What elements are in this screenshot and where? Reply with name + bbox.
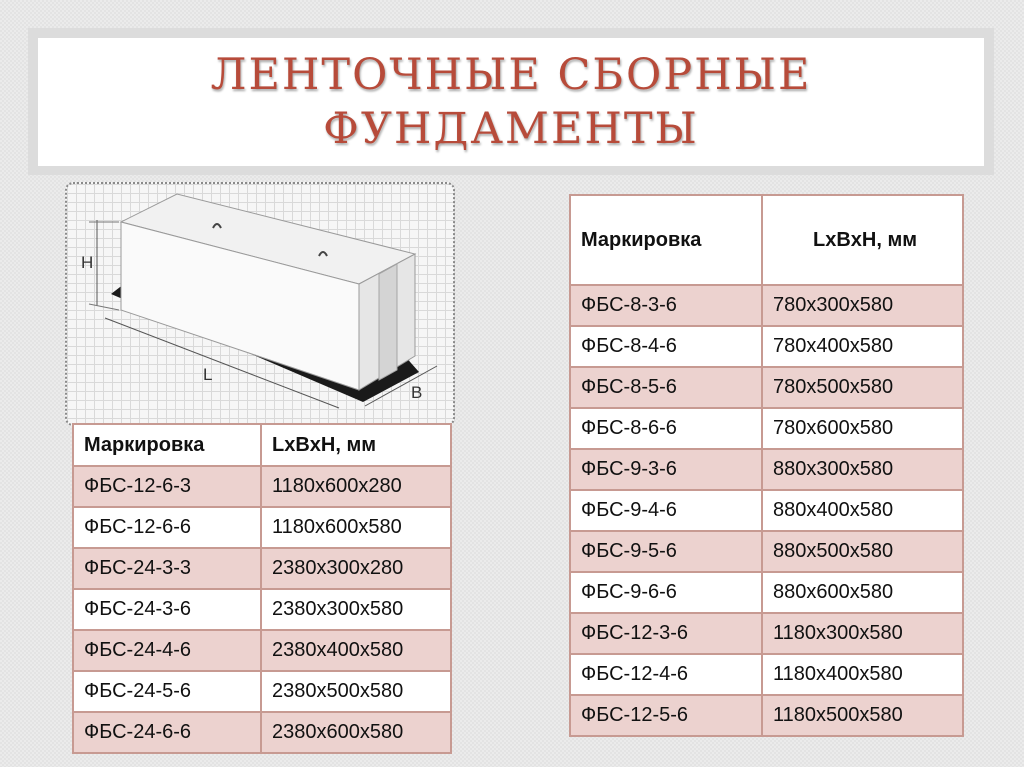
table-row <box>570 449 963 490</box>
table-row <box>570 613 963 654</box>
size-cell: 1180x400x580 <box>762 654 963 695</box>
mark-cell: ФБС-12-4-6 <box>570 654 762 695</box>
table-row <box>73 671 451 712</box>
table-header-row <box>73 424 451 466</box>
table-row <box>570 654 963 695</box>
table-right <box>569 194 964 737</box>
mark-cell: ФБС-12-6-3 <box>73 466 261 507</box>
table-row <box>570 326 963 367</box>
size-cell: 2380x400x580 <box>261 630 451 671</box>
column-header: LxBxH, мм <box>762 195 963 285</box>
size-cell: 2380x300x280 <box>261 548 451 589</box>
mark-cell: ФБС-9-4-6 <box>570 490 762 531</box>
table-row <box>570 695 963 736</box>
table-row <box>570 408 963 449</box>
mark-cell: ФБС-24-5-6 <box>73 671 261 712</box>
table-row <box>73 630 451 671</box>
table-header-row <box>570 195 963 285</box>
block-diagram <box>65 182 455 426</box>
mark-cell: ФБС-9-5-6 <box>570 531 762 572</box>
table-row <box>570 531 963 572</box>
block-groove <box>379 264 397 380</box>
foundation-block-drawing <box>67 184 453 424</box>
size-cell: 780x600x580 <box>762 408 963 449</box>
table-row <box>570 490 963 531</box>
column-header: LxBxH, мм <box>261 424 451 466</box>
size-cell: 2380x300x580 <box>261 589 451 630</box>
size-cell: 880x400x580 <box>762 490 963 531</box>
mark-cell: ФБС-24-3-6 <box>73 589 261 630</box>
mark-cell: ФБС-8-6-6 <box>570 408 762 449</box>
table-row <box>73 507 451 548</box>
slide-title-line-2: ФУНДАМЕНТЫ <box>323 104 699 154</box>
mark-cell: ФБС-24-4-6 <box>73 630 261 671</box>
column-header: Маркировка <box>570 195 762 285</box>
size-cell: 1180x600x280 <box>261 466 451 507</box>
table-row <box>73 466 451 507</box>
size-cell: 880x300x580 <box>762 449 963 490</box>
size-cell: 880x500x580 <box>762 531 963 572</box>
table-row <box>73 589 451 630</box>
mark-cell: ФБС-8-4-6 <box>570 326 762 367</box>
title-box <box>38 38 984 166</box>
dim-label-l: L <box>203 365 213 384</box>
size-cell: 1180x600x580 <box>261 507 451 548</box>
column-header: Маркировка <box>73 424 261 466</box>
table-row <box>570 367 963 408</box>
mark-cell: ФБС-24-3-3 <box>73 548 261 589</box>
mark-cell: ФБС-12-5-6 <box>570 695 762 736</box>
mark-cell: ФБС-9-6-6 <box>570 572 762 613</box>
size-cell: 1180x300x580 <box>762 613 963 654</box>
table-row <box>570 285 963 326</box>
dim-label-h: H <box>81 253 94 272</box>
mark-cell: ФБС-24-6-6 <box>73 712 261 753</box>
size-cell: 2380x600x580 <box>261 712 451 753</box>
table-row <box>73 548 451 589</box>
size-cell: 2380x500x580 <box>261 671 451 712</box>
table-left <box>72 423 452 754</box>
size-cell: 780x500x580 <box>762 367 963 408</box>
dim-label-b: B <box>411 383 423 402</box>
mark-cell: ФБС-12-3-6 <box>570 613 762 654</box>
mark-cell: ФБС-9-3-6 <box>570 449 762 490</box>
table-row <box>570 572 963 613</box>
mark-cell: ФБС-8-3-6 <box>570 285 762 326</box>
size-cell: 880x600x580 <box>762 572 963 613</box>
table-row <box>73 712 451 753</box>
size-cell: 1180x500x580 <box>762 695 963 736</box>
size-cell: 780x400x580 <box>762 326 963 367</box>
size-cell: 780x300x580 <box>762 285 963 326</box>
mark-cell: ФБС-12-6-6 <box>73 507 261 548</box>
mark-cell: ФБС-8-5-6 <box>570 367 762 408</box>
slide-title-line-1: ЛЕНТОЧНЫЕ СБОРНЫЕ <box>210 50 812 100</box>
